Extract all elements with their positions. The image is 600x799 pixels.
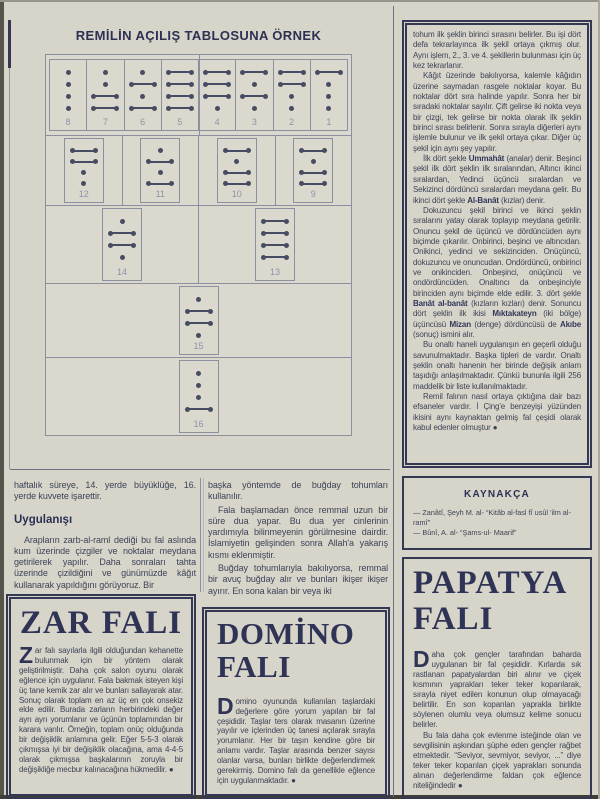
dot-glyph — [196, 395, 201, 400]
bar-glyph — [110, 244, 134, 246]
figure-number: 4 — [214, 117, 220, 127]
figure-number: 2 — [289, 117, 295, 127]
bar-glyph — [263, 244, 287, 246]
paragraph: Fala başlamadan önce remmal uzun bir süre dua yapar. Bu dua yer cinlerinin yardımıyla bilinmeyenin görülmesine dairdir. İslamiyetin gelişinden sonra Allah'a yakarış kısmı eklenmiştir. — [208, 504, 388, 560]
glyph-row — [215, 102, 220, 114]
text-run: İlk dört şekle — [423, 154, 469, 164]
dot-glyph — [196, 333, 201, 338]
remil-figure-6 — [125, 60, 161, 130]
bar-glyph — [168, 95, 192, 97]
glyph-row — [148, 178, 172, 189]
dot-glyph — [140, 70, 145, 75]
glyph-row — [280, 78, 304, 90]
remil-slot — [49, 59, 87, 131]
text-run: Kâğıt üzerinde bakılıyorsa, kalemle kâğıdın üzerine saymadan rasgele noktalar koyar. Bu noktalar dört sıra halinde yapılır. Sonra her bir sıradaki noktalar sayılır. Çift gelirse iki nokta veya bir çizgi, tek gelirse bir nokta olarak ilk şeklin birinci sırası belirlenir. Sonra sırayla diğerleri aynı işlemle bulunur ve ilk şekil ortaya çıkar. Diğer üç şekil için aynı şey yapılır. — [413, 71, 581, 153]
emphasized-term: Mıktakateyn — [492, 309, 537, 319]
glyph-row — [93, 102, 117, 114]
remil-slot — [273, 59, 311, 131]
glyph-row — [196, 329, 201, 341]
bibliography-list — [413, 508, 581, 538]
bar-glyph — [131, 107, 155, 109]
bibliography-entry: — Bûnî, A. al- “Şams-ul- Maarif” — [413, 528, 517, 537]
remil-figure-4 — [199, 60, 235, 130]
glyph-row — [103, 66, 108, 78]
figure-number: 9 — [310, 189, 316, 199]
article-text: ar falı sayılarla ilgili olduğundan kehanette bulunmak için bir yöntem olarak geliştirilmiştir. Daha çok salon oyunu olarak eğlence için uygulanır. Fala bakmak isteyen kişi üç tane kemik zar alır ve bunları sallayarak atar. Sonuç olarak toplam en az üç en çok onsekiz elde edilir. Burada zarların herbirindeki değer ayrı ayrı yorumlanır ve üçünün toplamından bir karara varılır. Örneğin, toplam onüç olduğunda bir değişiklik anlamına gelir. Eğer 5-5-3 olarak çıkmışsa iyi bir değişiklik olacağına, ama 4-4-5 olarak çıkmışsa başkalarının zoruyla bir değişikliğe mecbur kalınacağına hükmedilir. ● — [19, 646, 183, 774]
article-title-line2: FALI — [413, 601, 494, 638]
bar-glyph — [187, 322, 211, 324]
remil-figure-8 — [50, 60, 86, 130]
remil-figure-3 — [236, 60, 272, 130]
glyph-row — [242, 90, 266, 102]
glyph-row — [81, 167, 86, 178]
column-mid-left — [14, 480, 196, 591]
glyph-row — [131, 78, 155, 90]
frame-left-rule — [9, 64, 10, 469]
bar-glyph — [225, 150, 249, 152]
bibliography-box — [402, 476, 592, 550]
glyph-row — [225, 178, 249, 189]
glyph-row — [252, 78, 257, 90]
bar-glyph — [205, 83, 229, 85]
paragraph — [413, 30, 581, 71]
remil-figure-11 — [140, 138, 180, 203]
bar-glyph — [110, 232, 134, 234]
glyph-row — [301, 167, 325, 178]
figure-number: 13 — [269, 267, 280, 277]
glyph-row — [205, 90, 229, 102]
glyph-row — [168, 66, 192, 78]
paragraph — [413, 206, 581, 340]
remil-slot — [198, 136, 275, 205]
remil-diagram — [45, 26, 352, 436]
glyph-row — [205, 66, 229, 78]
bar-glyph — [72, 150, 96, 152]
dot-glyph — [252, 106, 257, 111]
remil-article-body — [413, 30, 581, 433]
text-run: Dokuzuncu şekil birinci ve ikinci şeklin sıralarını yatay olarak toplayıp meydana getirilir. Onuncu şekil de üçüncü ve dördüncüden aynı biçimde çıkarılır. Onbirinci, beşinci ve altıncıdan. Onikinci, yedinci ve sekizinciden. Onüçüncü, dokuzuncu ve onuncudan. Ondördüncü, onbirinci ve onikinciden. Onbeşinci, onüçüncü ve ondördüncüden. Onaltıncı da onbeşinciyle birinciden aynı biçimde elde edilir. 3. dört şekle — [413, 205, 581, 298]
paragraph — [413, 645, 581, 730]
dot-glyph — [196, 371, 201, 376]
bar-glyph — [131, 83, 155, 85]
remil-slot — [46, 284, 351, 357]
column-mid-right — [208, 480, 388, 597]
glyph-row — [326, 78, 331, 90]
dot-glyph — [66, 94, 71, 99]
glyph-row — [131, 102, 155, 114]
glyph-row — [289, 102, 294, 114]
figure-number: 1 — [326, 117, 332, 127]
text-run: Remil falının nasıl ortaya çıktığına dair bazı efsaneler vardır. İ Çing'e benzeyişi yüzünden ikisini aynı kaynaktan gelmiş fal çeşidi olarak kabul edenler olmuştur ● — [413, 392, 581, 433]
figure-number: 12 — [78, 189, 89, 199]
glyph-row — [66, 102, 71, 114]
dot-glyph — [234, 159, 239, 164]
dot-glyph — [326, 94, 331, 99]
dot-glyph — [326, 82, 331, 87]
text-run: (sonuç) ismini alır. — [413, 329, 475, 339]
bar-glyph — [317, 71, 341, 73]
emphasized-term: Akıbe — [559, 319, 581, 329]
bar-glyph — [148, 161, 172, 163]
dot-glyph — [289, 94, 294, 99]
figure-number: 14 — [116, 267, 127, 277]
dot-glyph — [81, 181, 86, 186]
glyph-row — [158, 167, 163, 178]
zar-fali-article — [6, 594, 196, 799]
dot-glyph — [140, 94, 145, 99]
mid-column-rule — [200, 478, 201, 592]
paragraph: Arapların zarb-al-raml dediği bu fal aslında kum üzerinde çizgiler ve noktalar meydana getirilerek yapılır. Daha sonraları tahta üzerinde çizildiğini ve günümüzde kâğıt kullanarak yapıldığını görüyoruz. Bir — [14, 534, 196, 590]
emphasized-term: Mizan — [449, 319, 471, 329]
article-title-line1: DOMİNO — [217, 616, 355, 651]
drop-cap: D — [217, 692, 234, 719]
glyph-row — [187, 403, 211, 415]
dot-glyph — [66, 106, 71, 111]
remil-slot — [198, 59, 236, 131]
remil-figure-16 — [179, 360, 219, 433]
remil-article-text — [402, 20, 592, 468]
bar-glyph — [205, 71, 229, 73]
drop-cap: D — [413, 645, 430, 672]
glyph-row — [205, 78, 229, 90]
paragraph: Bu fala daha çok evlenme isteğinde olan ve sevgilisinin aşkından şüphe eden gençler rağbet etmektedir. “Seviyor, sevmiyor, seviyor, ...” diye teker teker koparılan çiçek yaprakları sonunda alınan değerlendirme faldan çok eğlence niteliğindedir ● — [413, 730, 581, 790]
remil-slot — [122, 136, 199, 205]
glyph-row — [263, 251, 287, 263]
figure-number: 15 — [193, 341, 204, 351]
glyph-row — [168, 78, 192, 90]
text-run: (denge) dördüncüsü de — [470, 319, 560, 329]
dot-glyph — [326, 106, 331, 111]
article-text: aha çok gençler tarafından baharda uygulanan bir fal çeşididir. Kırlarda sık rastlanan papatyalardan biri alınır ve çiçek kısmının yaprakları teker teker koparılarak, sırayla niyet edilen konunun olup olmayacağı belirtilir. En son koparılan yaprakla birlikte söylenen olumlu veya olumsuz kelime sonucu belirler. — [413, 649, 581, 729]
bar-glyph — [301, 172, 325, 174]
bar-glyph — [301, 150, 325, 152]
glyph-row — [280, 66, 304, 78]
remil-figure-12 — [64, 138, 104, 203]
dot-glyph — [289, 106, 294, 111]
bar-glyph — [93, 107, 117, 109]
glyph-row — [72, 145, 96, 156]
remil-slot — [235, 59, 273, 131]
papatya-fali-article — [402, 557, 592, 799]
dot-glyph — [158, 170, 163, 175]
paragraph: başka yöntemde de buğday tohumları kullanılır. — [208, 480, 388, 502]
glyph-row — [110, 227, 134, 239]
paragraph — [413, 154, 581, 206]
glyph-row — [289, 90, 294, 102]
remil-slot — [275, 136, 352, 205]
remil-figure-15 — [179, 286, 219, 355]
text-run: (kızlar) denir. — [498, 195, 545, 205]
emphasized-term: Banât al-banât — [413, 298, 468, 308]
article-title: ZAR FALI — [19, 605, 183, 641]
glyph-row — [326, 90, 331, 102]
glyph-row — [326, 102, 331, 114]
glyph-row — [103, 78, 108, 90]
glyph-row — [66, 90, 71, 102]
article-text: omino oyununda kullanılan taşlardaki değerlere göre yorum yapılan bir fal çeşididir. Taşlar ters olarak masanın üzerine yayılır ve içlerinden üç tanesi açılarak sırayla yorumlanır. Her bir taşın kendine göre bir anlamı vardır. Taşlar arasında benzer sayısı olanlar varsa, bunları birlikte değerlendirmek gerekirmiş. Domino falı da genellikle eğlence için uygulanmaktadır. ● — [217, 696, 375, 785]
glyph-row — [158, 145, 163, 156]
figure-number: 16 — [193, 419, 204, 429]
mid-column-rule-inner — [203, 478, 204, 592]
bar-glyph — [148, 183, 172, 185]
text-run: (analar) denir. Beşinci şekil ilk dört şeklin ilk sıralarından, Altıncı ikinci sıralardan, Yedinci üçüncü sıralardan ve Sekizinci dördüncü sıralardan meydana gelir. Bu ikinci dört şekle — [413, 154, 581, 205]
remil-slot — [46, 136, 122, 205]
glyph-row — [168, 102, 192, 114]
text-run: (iki bölge) üçüncüsü — [413, 309, 582, 329]
dot-glyph — [196, 297, 201, 302]
glyph-row — [93, 90, 117, 102]
bar-glyph — [187, 408, 211, 410]
emphasized-term: Al-Banât — [467, 195, 499, 205]
glyph-row — [148, 156, 172, 167]
glyph-row — [263, 215, 287, 227]
paragraph: Buğday tohumlarıyla bakılıyorsa, remmal bir avuç buğday alır ve bunları ikişer ikişer ayırır. En sona kalan bir veya iki — [208, 563, 388, 596]
remil-figure-2 — [274, 60, 310, 130]
glyph-row — [263, 227, 287, 239]
paragraph — [413, 71, 581, 154]
remil-slot — [46, 358, 351, 435]
paragraph — [413, 340, 581, 392]
remil-row — [46, 135, 351, 205]
bar-glyph — [301, 183, 325, 185]
bibliography-entry: — Zanâtî, Şeyh M. al- “Kitâb al-fasl fî usûl 'ilm al-ramî” — [413, 508, 571, 527]
figure-number: 11 — [155, 189, 165, 199]
paragraph — [217, 692, 375, 786]
glyph-row — [187, 317, 211, 329]
scan-edge-top — [0, 0, 600, 2]
column-divider-rule — [393, 6, 394, 797]
bar-glyph — [280, 71, 304, 73]
glyph-row — [72, 156, 96, 167]
dot-glyph — [196, 383, 201, 388]
figure-number: 6 — [140, 117, 146, 127]
remil-slot — [310, 59, 348, 131]
glyph-row — [110, 239, 134, 251]
diagram-title: REMİLİN AÇILIŞ TABLOSUNA ÖRNEK — [75, 28, 322, 43]
glyph-row — [196, 367, 201, 379]
domino-fali-article — [202, 607, 390, 799]
figure-number: 8 — [65, 117, 71, 127]
bar-glyph — [93, 95, 117, 97]
text-run: tohum ilk şeklin birinci sırasını belirler. Bu işi dört defa tekrarlayınca ilk şekil ortaya çıkmış olur. Aynı işlem, 2., 3. ve 4. şekillerin bulunması için üç kez tekrarlanır. — [413, 30, 581, 71]
glyph-row — [234, 156, 239, 167]
bar-glyph — [72, 161, 96, 163]
text-run: (kızların kızları) denir. Sonuncu dört şeklin ilk ikisi — [413, 298, 581, 319]
article-title-line2: FALI — [217, 648, 291, 684]
remil-figure-9 — [293, 138, 333, 203]
glyph-row — [66, 78, 71, 90]
drop-cap: Z — [19, 642, 33, 668]
remil-row — [46, 55, 351, 135]
glyph-row — [242, 66, 266, 78]
remil-figure-10 — [217, 138, 257, 203]
dot-glyph — [158, 148, 163, 153]
figure-number: 3 — [251, 117, 257, 127]
figure-number: 7 — [102, 117, 108, 127]
glyph-row — [196, 379, 201, 391]
glyph-row — [120, 215, 125, 227]
paragraph — [413, 392, 581, 433]
bar-glyph — [168, 107, 192, 109]
glyph-row — [66, 66, 71, 78]
remil-row — [46, 357, 351, 435]
glyph-row — [196, 293, 201, 305]
remil-figure-13 — [255, 208, 295, 281]
remil-table — [45, 54, 352, 436]
bar-glyph — [263, 256, 287, 258]
glyph-row — [187, 305, 211, 317]
bar-glyph — [242, 95, 266, 97]
bar-glyph — [225, 183, 249, 185]
dot-glyph — [66, 70, 71, 75]
bar-glyph — [263, 220, 287, 222]
dot-glyph — [120, 219, 125, 224]
remil-slot — [86, 59, 124, 131]
scan-edge-left — [0, 0, 4, 799]
emphasized-term: Ummahât — [468, 154, 505, 164]
bibliography-title: KAYNAKÇA — [464, 489, 530, 500]
remil-figure-5 — [162, 60, 198, 130]
section-heading: Uygulanışı — [14, 513, 73, 526]
glyph-row — [301, 178, 325, 189]
glyph-row — [140, 90, 145, 102]
remil-slot — [46, 206, 198, 283]
glyph-row — [225, 145, 249, 156]
bar-glyph — [168, 83, 192, 85]
glyph-row — [317, 66, 341, 78]
remil-figure-1 — [311, 60, 347, 130]
dot-glyph — [120, 255, 125, 260]
remil-slot — [124, 59, 162, 131]
glyph-row — [196, 391, 201, 403]
bar-glyph — [242, 71, 266, 73]
remil-figure-14 — [102, 208, 142, 281]
paragraph — [19, 642, 183, 775]
bar-glyph — [168, 71, 192, 73]
glyph-row — [81, 178, 86, 189]
figure-number: 5 — [177, 117, 183, 127]
bar-glyph — [225, 172, 249, 174]
bar-glyph — [263, 232, 287, 234]
remil-row — [46, 205, 351, 283]
paragraph: haftalık süreye, 14. yerde büyüklüğe, 16. yerde kuvvete işarettir. — [14, 480, 196, 502]
dot-glyph — [103, 70, 108, 75]
bar-glyph — [205, 95, 229, 97]
glyph-row — [301, 145, 325, 156]
dot-glyph — [215, 106, 220, 111]
article-title-line1: PAPATYA — [413, 565, 568, 601]
remil-row — [46, 283, 351, 357]
dot-glyph — [103, 82, 108, 87]
glyph-row — [140, 66, 145, 78]
glyph-row — [168, 90, 192, 102]
glyph-row — [263, 239, 287, 251]
remil-slot — [198, 206, 351, 283]
dot-glyph — [81, 170, 86, 175]
diagram-bottom-rule — [10, 469, 390, 470]
figure-number: 10 — [231, 189, 242, 199]
remil-slot — [161, 59, 199, 131]
bar-glyph — [187, 310, 211, 312]
glyph-row — [311, 156, 316, 167]
glyph-row — [120, 251, 125, 263]
dot-glyph — [311, 159, 316, 164]
remil-figure-7 — [87, 60, 123, 130]
bar-glyph — [280, 83, 304, 85]
dot-glyph — [252, 82, 257, 87]
glyph-row — [252, 102, 257, 114]
dot-glyph — [66, 82, 71, 87]
glyph-row — [225, 167, 249, 178]
text-run: Bu onaltı haneli uygulanışın en geçerli olduğu savunulmaktadır. Başka tipleri de vardır. Onaltı şeklin onaltı hanenin her birinde değişik anlam taşıdığı anlaşılmaktadır. Çünkü bununla ilgili 256 maddelik bir liste kullanılmaktadır. — [413, 340, 581, 391]
